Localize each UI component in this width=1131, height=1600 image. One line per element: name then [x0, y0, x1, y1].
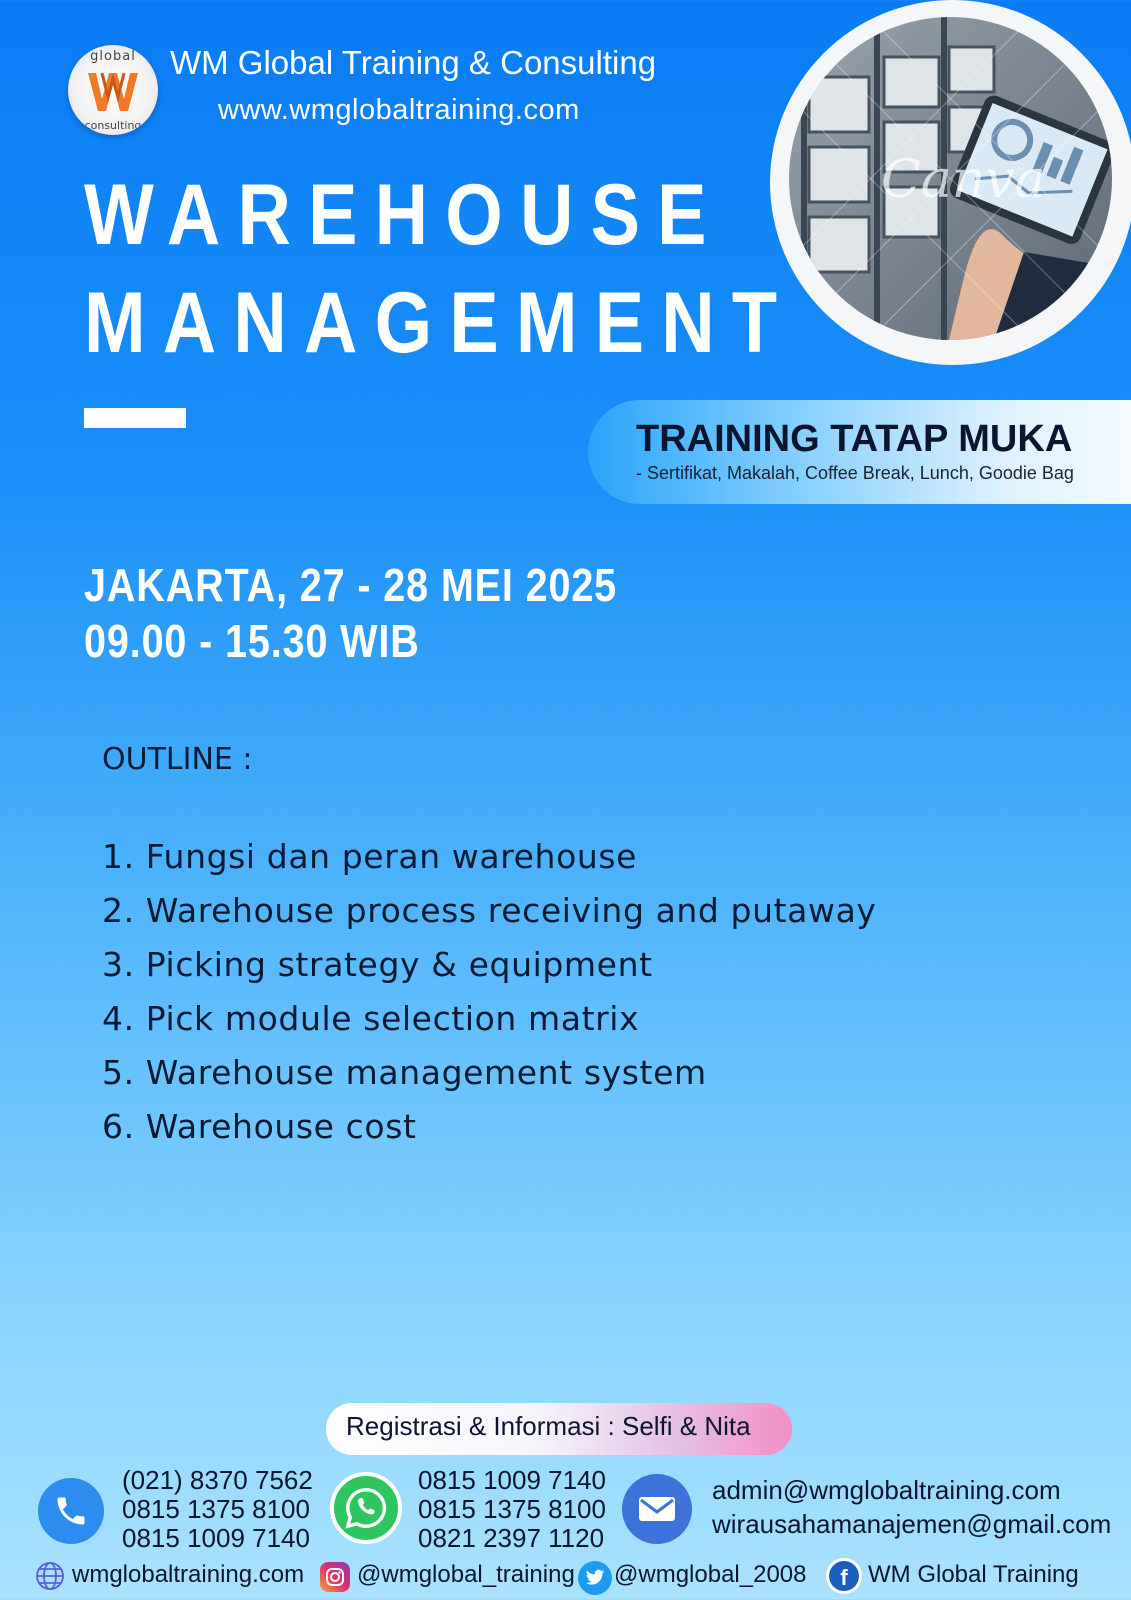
- mail-icon[interactable]: [622, 1474, 692, 1544]
- twitter-icon[interactable]: [578, 1561, 612, 1595]
- outline-item: 5. Warehouse management system: [102, 1053, 707, 1092]
- phone-numbers: [122, 1466, 313, 1553]
- warehouse-photo: [789, 17, 1112, 340]
- twitter-handle[interactable]: @wmglobal_2008: [614, 1561, 807, 1588]
- logo-text-top: global: [90, 49, 136, 64]
- training-title: TRAINING TATAP MUKA: [636, 418, 1073, 460]
- phone-number[interactable]: 0815 1375 8100: [122, 1494, 310, 1524]
- outline-item: 1. Fungsi dan peran warehouse: [102, 837, 638, 876]
- outline-item: 2. Warehouse process receiving and putaway: [102, 891, 877, 930]
- instagram-icon[interactable]: [320, 1562, 350, 1592]
- facebook-page[interactable]: WM Global Training: [868, 1561, 1079, 1588]
- phone-number[interactable]: (021) 8370 7562: [122, 1465, 313, 1495]
- event-date: JAKARTA, 27 - 28 MEI 2025: [84, 559, 618, 611]
- canva-watermark: Canva: [881, 150, 1046, 210]
- title-line-1: WAREHOUSE: [84, 167, 724, 263]
- event-time: 09.00 - 15.30 WIB: [84, 615, 420, 667]
- phone-icon[interactable]: [38, 1478, 104, 1544]
- instagram-handle[interactable]: @wmglobal_training: [357, 1561, 575, 1588]
- outline-item: 4. Pick module selection matrix: [102, 999, 640, 1038]
- outline-item: 6. Warehouse cost: [102, 1107, 417, 1146]
- logo-text-bottom: consulting: [84, 119, 142, 132]
- outline-list: [102, 830, 877, 1154]
- whatsapp-numbers: [418, 1466, 606, 1553]
- whatsapp-number[interactable]: 0815 1009 7140: [418, 1465, 606, 1495]
- email-addresses: [712, 1473, 1111, 1541]
- title-line-2: MANAGEMENT: [84, 275, 795, 371]
- organization-url[interactable]: www.wmglobaltraining.com: [218, 94, 580, 126]
- email-address[interactable]: wirausahamanajemen@gmail.com: [712, 1509, 1112, 1539]
- phone-number[interactable]: 0815 1009 7140: [122, 1523, 310, 1553]
- training-subtitle: - Sertifikat, Makalah, Coffee Break, Lunch, Goodie Bag: [636, 463, 1074, 483]
- whatsapp-number[interactable]: 0815 1375 8100: [418, 1494, 606, 1524]
- globe-icon: [34, 1560, 66, 1592]
- company-logo: [68, 45, 158, 135]
- outline-item: 3. Picking strategy & equipment: [102, 945, 653, 984]
- facebook-icon[interactable]: f: [826, 1558, 862, 1594]
- outline-heading: OUTLINE :: [102, 742, 253, 777]
- organization-name: WM Global Training & Consulting: [170, 44, 657, 81]
- title-underline: [84, 408, 186, 428]
- whatsapp-icon[interactable]: [330, 1472, 402, 1544]
- whatsapp-number[interactable]: 0821 2397 1120: [418, 1523, 605, 1553]
- email-address[interactable]: admin@wmglobaltraining.com: [712, 1475, 1061, 1505]
- website-link[interactable]: wmglobaltraining.com: [72, 1561, 305, 1588]
- registration-text: Registrasi & Informasi : Selfi & Nita: [346, 1411, 751, 1441]
